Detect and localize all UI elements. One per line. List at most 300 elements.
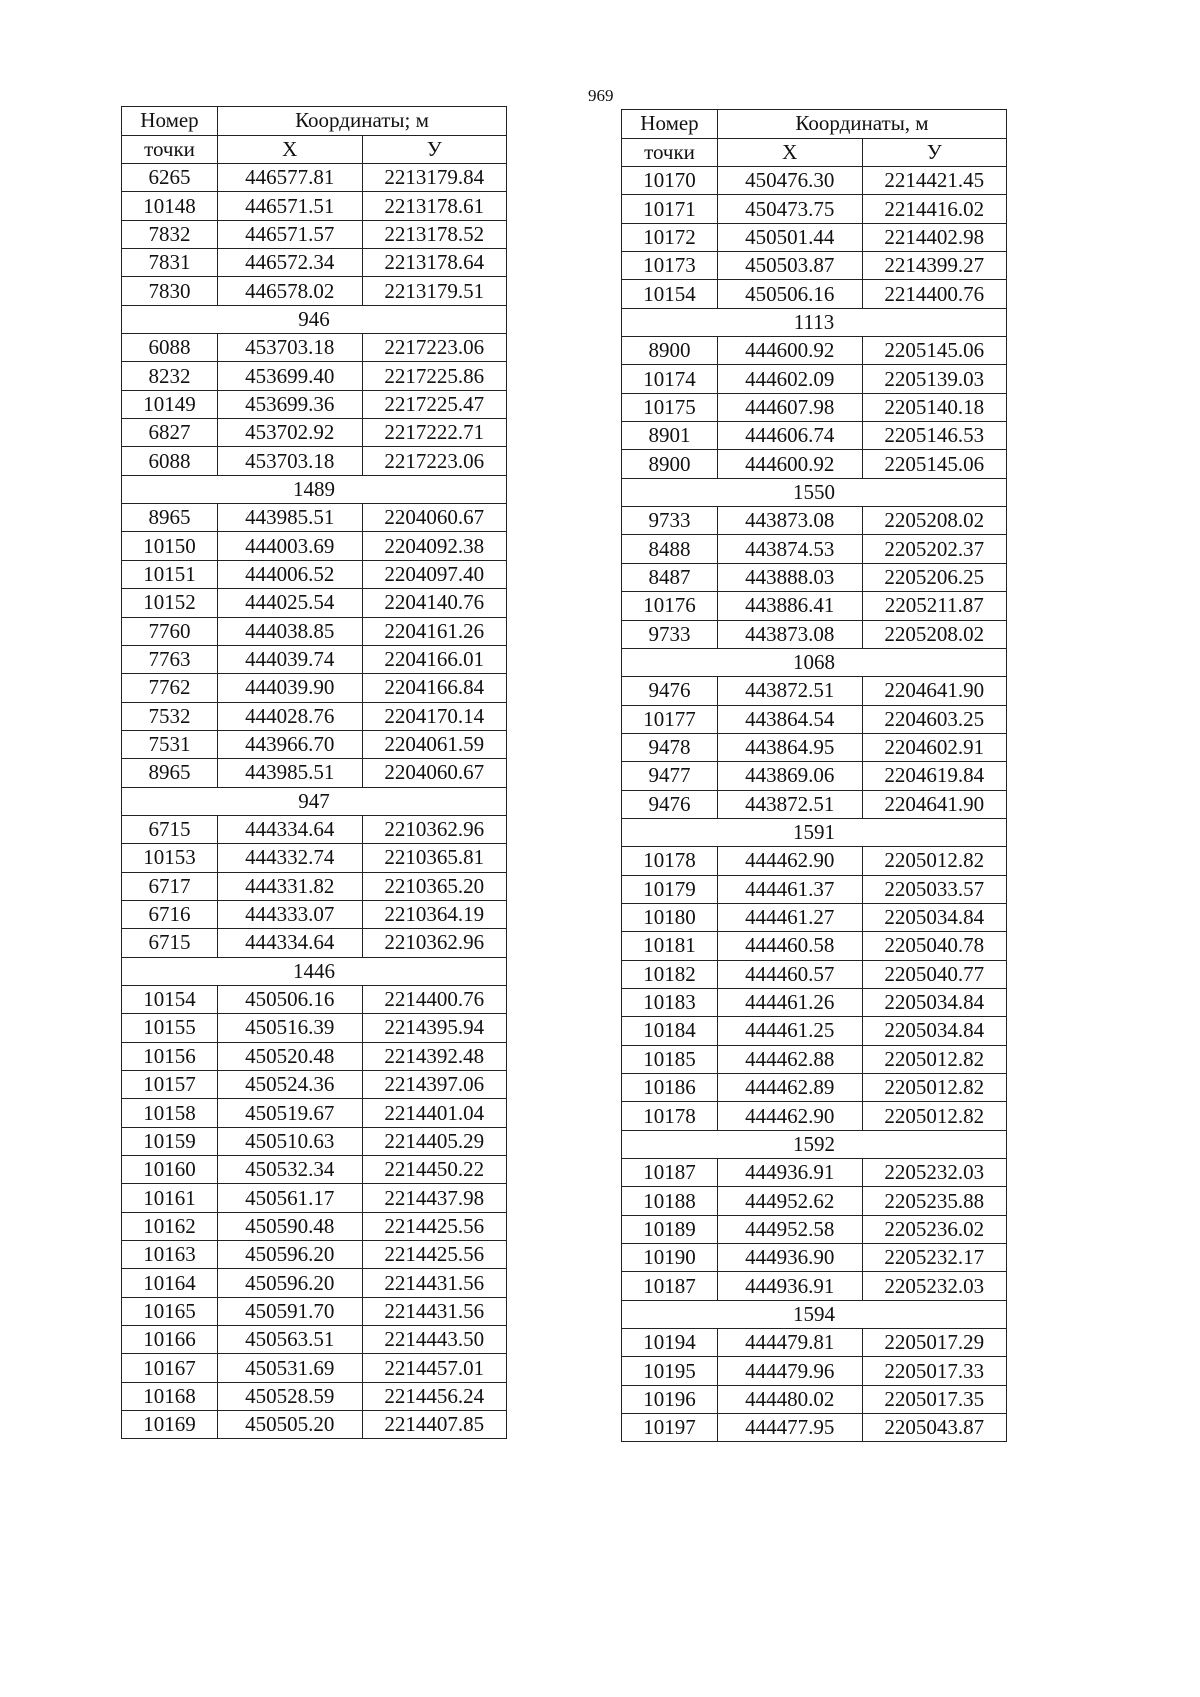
section-header-row <box>622 648 1007 676</box>
y-coordinate-cell: 2204603.25 <box>862 705 1007 733</box>
y-coordinate-cell: 2205232.03 <box>862 1272 1007 1300</box>
table-row <box>122 844 507 872</box>
x-coordinate-cell: 446577.81 <box>218 164 363 192</box>
x-coordinate-cell: 450561.17 <box>218 1184 363 1212</box>
point-number-cell: 10178 <box>622 1102 718 1130</box>
point-number-cell: 7531 <box>122 730 218 758</box>
section-header-row <box>622 818 1007 846</box>
x-coordinate-cell: 443886.41 <box>718 592 863 620</box>
point-number-cell: 10167 <box>122 1354 218 1382</box>
x-coordinate-cell: 444028.76 <box>218 702 363 730</box>
x-coordinate-cell: 444331.82 <box>218 872 363 900</box>
point-number-cell: 9478 <box>622 733 718 761</box>
table-row <box>622 563 1007 591</box>
y-coordinate-cell: 2204641.90 <box>862 790 1007 818</box>
y-coordinate-cell: 2204641.90 <box>862 677 1007 705</box>
table-row <box>622 252 1007 280</box>
table-row <box>622 932 1007 960</box>
table-row <box>622 847 1007 875</box>
table-row <box>622 1045 1007 1073</box>
x-coordinate-cell: 444334.64 <box>218 815 363 843</box>
x-coordinate-cell: 443874.53 <box>718 535 863 563</box>
y-coordinate-cell: 2205040.78 <box>862 932 1007 960</box>
table-row <box>122 1411 507 1439</box>
y-coordinate-cell: 2204140.76 <box>362 589 507 617</box>
table-row <box>122 277 507 305</box>
x-coordinate-cell: 444003.69 <box>218 532 363 560</box>
x-coordinate-cell: 450506.16 <box>218 985 363 1013</box>
x-coordinate-cell: 450532.34 <box>218 1156 363 1184</box>
x-coordinate-cell: 446571.57 <box>218 220 363 248</box>
table-row <box>622 450 1007 478</box>
table-row <box>122 447 507 475</box>
x-coordinate-cell: 450528.59 <box>218 1382 363 1410</box>
table-row <box>122 1382 507 1410</box>
x-coordinate-cell: 444460.57 <box>718 960 863 988</box>
table-row <box>122 560 507 588</box>
table-row <box>122 985 507 1013</box>
point-number-cell: 9733 <box>622 507 718 535</box>
y-coordinate-cell: 2210365.20 <box>362 872 507 900</box>
x-column-header: X <box>718 138 863 167</box>
x-coordinate-cell: 450520.48 <box>218 1042 363 1070</box>
y-coordinate-cell: 2204161.26 <box>362 617 507 645</box>
table-row <box>122 1354 507 1382</box>
table-row <box>622 592 1007 620</box>
point-number-cell: 6715 <box>122 815 218 843</box>
y-coordinate-cell: 2205211.87 <box>862 592 1007 620</box>
y-coordinate-cell: 2205146.53 <box>862 422 1007 450</box>
point-number-cell: 10154 <box>622 280 718 308</box>
table-row <box>122 1241 507 1269</box>
point-number-cell: 10181 <box>622 932 718 960</box>
point-number-cell: 10184 <box>622 1017 718 1045</box>
x-coordinate-cell: 444607.98 <box>718 393 863 421</box>
y-coordinate-cell: 2205012.82 <box>862 1102 1007 1130</box>
table-row <box>122 815 507 843</box>
y-coordinate-cell: 2204061.59 <box>362 730 507 758</box>
y-coordinate-cell: 2205235.88 <box>862 1187 1007 1215</box>
point-number-cell: 10189 <box>622 1215 718 1243</box>
table-row <box>122 617 507 645</box>
y-coordinate-cell: 2204092.38 <box>362 532 507 560</box>
x-coordinate-cell: 443869.06 <box>718 762 863 790</box>
y-coordinate-cell: 2205012.82 <box>862 1045 1007 1073</box>
point-number-cell: 10172 <box>622 223 718 251</box>
y-coordinate-cell: 2214457.01 <box>362 1354 507 1382</box>
x-coordinate-cell: 444936.91 <box>718 1272 863 1300</box>
y-coordinate-cell: 2214437.98 <box>362 1184 507 1212</box>
y-coordinate-cell: 2214395.94 <box>362 1014 507 1042</box>
table-row <box>622 223 1007 251</box>
y-coordinate-cell: 2217223.06 <box>362 447 507 475</box>
point-number-cell: 10196 <box>622 1385 718 1413</box>
y-coordinate-cell: 2205043.87 <box>862 1414 1007 1442</box>
point-number-cell: 7760 <box>122 617 218 645</box>
point-number-cell: 10155 <box>122 1014 218 1042</box>
point-number-cell: 10166 <box>122 1326 218 1354</box>
y-coordinate-cell: 2204166.84 <box>362 674 507 702</box>
y-column-header: У <box>862 138 1007 167</box>
table-row <box>122 730 507 758</box>
table-row <box>122 1184 507 1212</box>
x-coordinate-cell: 444600.92 <box>718 337 863 365</box>
point-number-cell: 8232 <box>122 362 218 390</box>
point-number-cell: 7762 <box>122 674 218 702</box>
y-coordinate-cell: 2205232.17 <box>862 1244 1007 1272</box>
x-coordinate-cell: 444461.26 <box>718 988 863 1016</box>
section-number: 1446 <box>122 957 507 985</box>
table-row <box>122 504 507 532</box>
y-coordinate-cell: 2205232.03 <box>862 1159 1007 1187</box>
table-row <box>122 759 507 787</box>
table-row <box>622 875 1007 903</box>
section-header-row <box>122 305 507 333</box>
x-coordinate-cell: 443864.95 <box>718 733 863 761</box>
table-row <box>622 620 1007 648</box>
table-row <box>122 1099 507 1127</box>
table-row <box>622 903 1007 931</box>
point-number-cell: 7763 <box>122 645 218 673</box>
point-number-cell: 6715 <box>122 929 218 957</box>
x-coordinate-cell: 443985.51 <box>218 504 363 532</box>
table-row <box>622 507 1007 535</box>
table-row <box>122 872 507 900</box>
x-coordinate-cell: 450531.69 <box>218 1354 363 1382</box>
x-coordinate-cell: 444039.90 <box>218 674 363 702</box>
x-coordinate-cell: 444462.90 <box>718 1102 863 1130</box>
point-number-cell: 10197 <box>622 1414 718 1442</box>
point-number-cell: 8900 <box>622 450 718 478</box>
table-row <box>122 1071 507 1099</box>
table-row <box>122 645 507 673</box>
point-number-cell: 10163 <box>122 1241 218 1269</box>
x-coordinate-cell: 444461.27 <box>718 903 863 931</box>
x-coordinate-cell: 443985.51 <box>218 759 363 787</box>
table-row <box>122 1326 507 1354</box>
table-row <box>122 1014 507 1042</box>
table-row <box>622 393 1007 421</box>
y-coordinate-cell: 2214401.04 <box>362 1099 507 1127</box>
table-row <box>122 929 507 957</box>
x-coordinate-cell: 443872.51 <box>718 677 863 705</box>
y-coordinate-cell: 2214443.50 <box>362 1326 507 1354</box>
y-coordinate-cell: 2204602.91 <box>862 733 1007 761</box>
point-number-cell: 9476 <box>622 790 718 818</box>
point-number-cell: 8901 <box>622 422 718 450</box>
x-coordinate-cell: 450519.67 <box>218 1099 363 1127</box>
x-coordinate-cell: 444038.85 <box>218 617 363 645</box>
table-row <box>622 1414 1007 1442</box>
point-number-cell: 10148 <box>122 192 218 220</box>
x-coordinate-cell: 444477.95 <box>718 1414 863 1442</box>
x-coordinate-cell: 444006.52 <box>218 560 363 588</box>
x-coordinate-cell: 444334.64 <box>218 929 363 957</box>
y-coordinate-cell: 2205206.25 <box>862 563 1007 591</box>
y-coordinate-cell: 2205145.06 <box>862 450 1007 478</box>
point-number-cell: 10152 <box>122 589 218 617</box>
table-row <box>122 702 507 730</box>
point-number-cell: 10195 <box>622 1357 718 1385</box>
x-coordinate-cell: 453703.18 <box>218 334 363 362</box>
point-number-cell: 10174 <box>622 365 718 393</box>
section-header-row <box>622 1130 1007 1158</box>
y-coordinate-cell: 2214400.76 <box>362 985 507 1013</box>
table-row <box>622 195 1007 223</box>
point-number-cell: 10153 <box>122 844 218 872</box>
point-number-cell: 7831 <box>122 249 218 277</box>
point-number-cell: 10186 <box>622 1074 718 1102</box>
point-number-cell: 10180 <box>622 903 718 931</box>
point-number-cell: 10182 <box>622 960 718 988</box>
point-number-cell: 7830 <box>122 277 218 305</box>
table-row <box>122 1042 507 1070</box>
point-number-cell: 6827 <box>122 419 218 447</box>
table-row <box>622 960 1007 988</box>
y-coordinate-cell: 2205017.33 <box>862 1357 1007 1385</box>
table-row <box>122 334 507 362</box>
y-coordinate-cell: 2205208.02 <box>862 507 1007 535</box>
point-number-cell: 7832 <box>122 220 218 248</box>
point-number-cell: 10190 <box>622 1244 718 1272</box>
section-header-row <box>122 787 507 815</box>
y-coordinate-cell: 2214397.06 <box>362 1071 507 1099</box>
x-coordinate-cell: 450590.48 <box>218 1212 363 1240</box>
y-coordinate-cell: 2214402.98 <box>862 223 1007 251</box>
x-coordinate-cell: 444600.92 <box>718 450 863 478</box>
table-row <box>122 164 507 192</box>
y-coordinate-cell: 2213179.84 <box>362 164 507 192</box>
page-number: 969 <box>588 86 614 105</box>
section-number: 1591 <box>622 818 1007 846</box>
table-row <box>622 1357 1007 1385</box>
point-number-cell: 10187 <box>622 1159 718 1187</box>
table-row <box>622 733 1007 761</box>
y-coordinate-cell: 2214450.22 <box>362 1156 507 1184</box>
point-number-cell: 10183 <box>622 988 718 1016</box>
y-coordinate-cell: 2217223.06 <box>362 334 507 362</box>
table-row <box>122 1127 507 1155</box>
section-header-row <box>622 308 1007 336</box>
x-coordinate-cell: 444602.09 <box>718 365 863 393</box>
point-number-cell: 10149 <box>122 390 218 418</box>
x-coordinate-cell: 444462.90 <box>718 847 863 875</box>
y-coordinate-cell: 2210362.96 <box>362 929 507 957</box>
x-coordinate-cell: 444460.58 <box>718 932 863 960</box>
y-coordinate-cell: 2214407.85 <box>362 1411 507 1439</box>
x-coordinate-cell: 453699.36 <box>218 390 363 418</box>
y-coordinate-cell: 2204619.84 <box>862 762 1007 790</box>
table-row <box>622 1385 1007 1413</box>
coordinates-header: Координаты; м <box>218 107 507 136</box>
point-number-cell: 10176 <box>622 592 718 620</box>
table-row <box>122 532 507 560</box>
point-number-cell: 8900 <box>622 337 718 365</box>
point-number-cell: 10170 <box>622 167 718 195</box>
point-number-cell: 10157 <box>122 1071 218 1099</box>
coordinates-table-right <box>621 109 1007 1442</box>
table-row <box>122 1212 507 1240</box>
table-row <box>622 1244 1007 1272</box>
x-coordinate-cell: 444333.07 <box>218 900 363 928</box>
y-coordinate-cell: 2214431.56 <box>362 1297 507 1325</box>
point-number-cell: 10160 <box>122 1156 218 1184</box>
y-coordinate-cell: 2204097.40 <box>362 560 507 588</box>
section-number: 1113 <box>622 308 1007 336</box>
section-number: 947 <box>122 787 507 815</box>
x-coordinate-cell: 444606.74 <box>718 422 863 450</box>
table-row <box>622 280 1007 308</box>
table-row <box>622 167 1007 195</box>
point-number-cell: 10173 <box>622 252 718 280</box>
x-coordinate-cell: 453703.18 <box>218 447 363 475</box>
point-number-cell: 10164 <box>122 1269 218 1297</box>
y-coordinate-cell: 2205017.35 <box>862 1385 1007 1413</box>
y-coordinate-cell: 2204170.14 <box>362 702 507 730</box>
x-coordinate-cell: 444461.37 <box>718 875 863 903</box>
x-coordinate-cell: 450506.16 <box>718 280 863 308</box>
point-number-cell: 10194 <box>622 1329 718 1357</box>
section-number: 1592 <box>622 1130 1007 1158</box>
y-column-header: У <box>362 135 507 164</box>
x-coordinate-cell: 444479.81 <box>718 1329 863 1357</box>
point-number-cell: 6716 <box>122 900 218 928</box>
y-coordinate-cell: 2205208.02 <box>862 620 1007 648</box>
table-row <box>622 1215 1007 1243</box>
x-coordinate-cell: 450476.30 <box>718 167 863 195</box>
table-row <box>622 762 1007 790</box>
x-coordinate-cell: 450516.39 <box>218 1014 363 1042</box>
point-number-cell: 9476 <box>622 677 718 705</box>
table-row <box>622 1329 1007 1357</box>
point-number-cell: 10169 <box>122 1411 218 1439</box>
table-row <box>622 365 1007 393</box>
point-number-cell: 10156 <box>122 1042 218 1070</box>
point-number-cell: 8488 <box>622 535 718 563</box>
y-coordinate-cell: 2214399.27 <box>862 252 1007 280</box>
point-number-cell: 10150 <box>122 532 218 560</box>
table-row <box>122 220 507 248</box>
section-number: 946 <box>122 305 507 333</box>
point-number-cell: 10188 <box>622 1187 718 1215</box>
section-header-row <box>622 478 1007 506</box>
point-number-cell: 6265 <box>122 164 218 192</box>
point-number-cell: 9733 <box>622 620 718 648</box>
y-coordinate-cell: 2213178.52 <box>362 220 507 248</box>
point-number-cell: 7532 <box>122 702 218 730</box>
y-coordinate-cell: 2204166.01 <box>362 645 507 673</box>
x-coordinate-cell: 453699.40 <box>218 362 363 390</box>
y-coordinate-cell: 2213178.61 <box>362 192 507 220</box>
point-number-cell: 10159 <box>122 1127 218 1155</box>
table-row <box>122 249 507 277</box>
section-header-row <box>622 1300 1007 1328</box>
x-coordinate-cell: 450524.36 <box>218 1071 363 1099</box>
y-coordinate-cell: 2205040.77 <box>862 960 1007 988</box>
section-number: 1068 <box>622 648 1007 676</box>
x-coordinate-cell: 450563.51 <box>218 1326 363 1354</box>
x-coordinate-cell: 450473.75 <box>718 195 863 223</box>
x-coordinate-cell: 450501.44 <box>718 223 863 251</box>
y-coordinate-cell: 2205017.29 <box>862 1329 1007 1357</box>
y-coordinate-cell: 2217225.86 <box>362 362 507 390</box>
y-coordinate-cell: 2205012.82 <box>862 1074 1007 1102</box>
point-number-cell: 10161 <box>122 1184 218 1212</box>
point-number-cell: 10154 <box>122 985 218 1013</box>
x-column-header: X <box>218 135 363 164</box>
point-number-cell: 10185 <box>622 1045 718 1073</box>
x-coordinate-cell: 443888.03 <box>718 563 863 591</box>
y-coordinate-cell: 2214456.24 <box>362 1382 507 1410</box>
table-row <box>622 422 1007 450</box>
x-coordinate-cell: 443966.70 <box>218 730 363 758</box>
section-header-row <box>122 475 507 503</box>
point-number-cell: 8965 <box>122 504 218 532</box>
y-coordinate-cell: 2214421.45 <box>862 167 1007 195</box>
x-coordinate-cell: 444025.54 <box>218 589 363 617</box>
table-row <box>622 1272 1007 1300</box>
y-coordinate-cell: 2213178.64 <box>362 249 507 277</box>
table-row <box>122 192 507 220</box>
point-number-cell: 10171 <box>622 195 718 223</box>
table-row <box>622 1102 1007 1130</box>
y-coordinate-cell: 2214392.48 <box>362 1042 507 1070</box>
section-header-row <box>122 957 507 985</box>
point-number-header-line1: Номер <box>622 110 718 139</box>
table-row <box>122 900 507 928</box>
x-coordinate-cell: 444936.90 <box>718 1244 863 1272</box>
point-number-cell: 8487 <box>622 563 718 591</box>
point-number-cell: 10179 <box>622 875 718 903</box>
x-coordinate-cell: 453702.92 <box>218 419 363 447</box>
point-number-cell: 10165 <box>122 1297 218 1325</box>
x-coordinate-cell: 444462.89 <box>718 1074 863 1102</box>
table-row <box>122 390 507 418</box>
x-coordinate-cell: 444480.02 <box>718 1385 863 1413</box>
table-row <box>122 1297 507 1325</box>
point-number-header-line2: точки <box>622 138 718 167</box>
point-number-cell: 6088 <box>122 334 218 362</box>
x-coordinate-cell: 444462.88 <box>718 1045 863 1073</box>
x-coordinate-cell: 444461.25 <box>718 1017 863 1045</box>
y-coordinate-cell: 2204060.67 <box>362 759 507 787</box>
table-row <box>122 419 507 447</box>
y-coordinate-cell: 2210362.96 <box>362 815 507 843</box>
point-number-cell: 6088 <box>122 447 218 475</box>
x-coordinate-cell: 443872.51 <box>718 790 863 818</box>
point-number-header-line1: Номер <box>122 107 218 136</box>
x-coordinate-cell: 444936.91 <box>718 1159 863 1187</box>
y-coordinate-cell: 2205145.06 <box>862 337 1007 365</box>
y-coordinate-cell: 2214425.56 <box>362 1212 507 1240</box>
x-coordinate-cell: 450596.20 <box>218 1269 363 1297</box>
point-number-cell: 10187 <box>622 1272 718 1300</box>
y-coordinate-cell: 2205034.84 <box>862 988 1007 1016</box>
table-row <box>622 790 1007 818</box>
coordinates-header: Координаты, м <box>718 110 1007 139</box>
table-row <box>622 705 1007 733</box>
table-row <box>622 1187 1007 1215</box>
table-row <box>122 362 507 390</box>
x-coordinate-cell: 450510.63 <box>218 1127 363 1155</box>
x-coordinate-cell: 446572.34 <box>218 249 363 277</box>
y-coordinate-cell: 2217225.47 <box>362 390 507 418</box>
x-coordinate-cell: 450596.20 <box>218 1241 363 1269</box>
point-number-header-line2: точки <box>122 135 218 164</box>
x-coordinate-cell: 444479.96 <box>718 1357 863 1385</box>
x-coordinate-cell: 443873.08 <box>718 507 863 535</box>
x-coordinate-cell: 444952.62 <box>718 1187 863 1215</box>
